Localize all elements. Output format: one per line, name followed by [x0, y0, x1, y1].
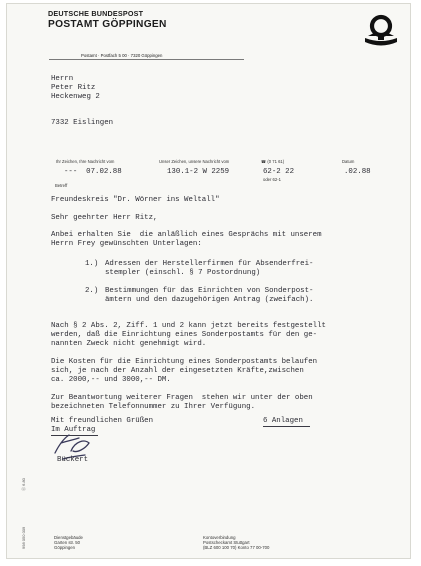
recipient-line: Peter Ritz — [51, 84, 96, 92]
letterhead-org: DEUTSCHE BUNDESPOST — [48, 9, 144, 18]
our-ref-value: 130.1-2 W 2259 — [167, 168, 230, 176]
item-marker: 2.) — [85, 287, 99, 295]
recipient-line: Heckenweg 2 — [51, 93, 100, 101]
paragraph-line: werden, daß die Einrichtung eines Sonderpostamts für den ge- — [51, 331, 318, 339]
recipient-city: 7332 Eislingen — [51, 119, 114, 127]
recipient-line: Herrn — [51, 75, 74, 83]
form-number: 998 050 009 — [21, 526, 26, 549]
phone-value: 62-2 22 — [263, 168, 295, 176]
paragraph-line: Die Kosten für die Einrichtung eines Sonderpostamts belaufen — [51, 358, 318, 366]
paragraph-line: Nach § 2 Abs. 2, Ziff. 1 und 2 kann jetzt bereits festgestellt — [51, 322, 326, 330]
footer-bank-line: Postscheckamt Stuttgart — [203, 540, 250, 545]
footer-building-line: Garten str. 50 — [54, 540, 81, 545]
paragraph-line: Zur Beantwortung weiterer Fragen stehen wir unter der oben — [51, 394, 313, 402]
date-value: .02.88 — [344, 168, 371, 176]
posthorn-logo-icon — [361, 9, 401, 49]
footer-building-line: Dienstgebäude — [54, 535, 83, 540]
attachments-underline — [263, 426, 310, 427]
salutation: Sehr geehrter Herr Ritz, — [51, 214, 158, 222]
paragraph-line: nannten Zweck nicht genehmigt wird. — [51, 340, 207, 348]
closing-greeting: Mit freundlichen Grüßen — [51, 417, 154, 425]
item-line: Bestimmungen für das Einrichten von Sonderpost- — [105, 287, 314, 295]
intro-line: Herrn Frey gewünschten Unterlagen: — [51, 240, 202, 248]
letterhead-office: POSTAMT GÖPPINGEN — [48, 19, 167, 30]
item-marker: 1.) — [85, 260, 99, 268]
intro-line: Anbei erhalten Sie die anläßlich eines Gesprächs mit unserem — [51, 231, 322, 239]
paragraph-line: bezeichneten Telefonnummer zu Ihrer Verfügung. — [51, 403, 256, 411]
closing-on-behalf: Im Auftrag — [51, 426, 96, 434]
subject-text: Freundeskreis "Dr. Wörner ins Weltall" — [51, 196, 220, 204]
attachments-note: 6 Anlagen — [263, 417, 303, 425]
their-ref-value: --- 07.02.88 — [64, 168, 122, 176]
footer-building-line: Göppingen — [54, 545, 76, 550]
footer-bank-line: (BLZ 600 100 70) Konto 77 00-700 — [203, 545, 270, 550]
paragraph-line: sich, je nach der Anzahl der eingesetzten Kräfte,zwischen — [51, 367, 304, 375]
their-ref-label: Ihr Zeichen, Ihre Nachricht vom — [56, 159, 115, 164]
signatory-name: Bückert — [57, 456, 89, 464]
item-line: stempler (einschl. § 7 Postordnung) — [105, 269, 261, 277]
date-label: Datum — [342, 159, 355, 164]
item-line: Adressen der Herstellerfirmen für Absenderfrei- — [105, 260, 314, 268]
paragraph-line: ca. 2000,-- und 3000,-- DM. — [51, 376, 171, 384]
return-address-rule — [49, 59, 244, 60]
footer-bank-line: Kontoverbindung — [203, 535, 236, 540]
subject-label: Betreff — [55, 183, 68, 188]
return-address: Postamt · Postfach 5 00 · 7320 Göppingen — [81, 53, 163, 58]
item-line: ämtern und den dazugehörigen Antrag (zweifach). — [105, 296, 314, 304]
print-mark: Ⓖ 6.80 — [21, 478, 26, 491]
our-ref-label: Unser Zeichen, unsere Nachricht vom — [159, 159, 230, 164]
letter-page — [6, 3, 411, 559]
phone-label: ☎ (0 71 61) — [261, 159, 285, 164]
phone-ext: oder 62-1 — [263, 177, 281, 182]
